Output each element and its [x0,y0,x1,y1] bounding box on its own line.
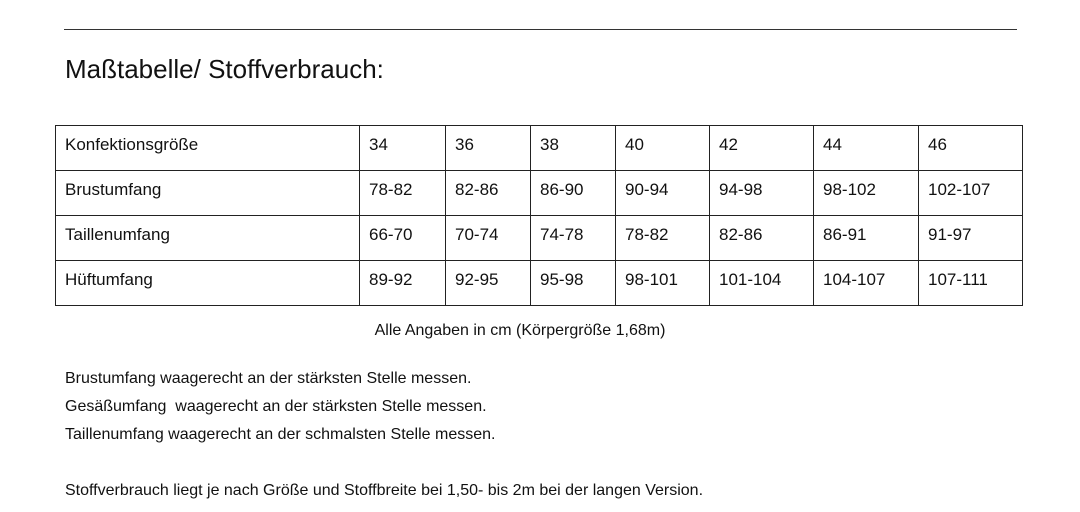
table-cell: 38 [531,126,616,171]
table-cell: 89-92 [360,261,446,306]
page-title: Maßtabelle/ Stoffverbrauch: [65,54,384,84]
table-cell: 92-95 [446,261,531,306]
table-cell: 104-107 [814,261,919,306]
table-cell: 90-94 [616,171,710,216]
table-cell: 34 [360,126,446,171]
table-cell: 91-97 [919,216,1023,261]
measure-note-seat: Gesäßumfang waagerecht an der stärksten Stelle messen. [65,398,487,415]
measure-note-chest: Brustumfang waagerecht an der stärksten Stelle messen. [65,370,472,387]
table-cell: 102-107 [919,171,1023,216]
table-cell: 40 [616,126,710,171]
table-cell: 95-98 [531,261,616,306]
table-cell: 78-82 [360,171,446,216]
fabric-consumption-note: Stoffverbrauch liegt je nach Größe und Stoffbreite bei 1,50- bis 2m bei der langen Version. [65,482,704,499]
table-cell: 74-78 [531,216,616,261]
table-row-size [56,126,1023,171]
row-label: Hüftumfang [56,261,360,306]
table-cell: 94-98 [710,171,814,216]
row-label: Konfektionsgröße [56,126,360,171]
measure-note-waist: Taillenumfang waagerecht an der schmalsten Stelle messen. [65,426,496,443]
table-cell: 86-91 [814,216,919,261]
table-cell: 82-86 [710,216,814,261]
table-cell: 82-86 [446,171,531,216]
row-label: Brustumfang [56,171,360,216]
table-cell: 98-101 [616,261,710,306]
table-cell: 107-111 [919,261,1023,306]
table-cell: 98-102 [814,171,919,216]
table-cell: 44 [814,126,919,171]
table-cell: 42 [710,126,814,171]
table-row-chest [56,171,1023,216]
table-cell: 36 [446,126,531,171]
row-label: Taillenumfang [56,216,360,261]
size-chart-table [55,125,1023,306]
table-row-waist [56,216,1023,261]
table-cell: 78-82 [616,216,710,261]
top-divider [64,29,1017,30]
table-cell: 46 [919,126,1023,171]
table-cell: 86-90 [531,171,616,216]
table-cell: 101-104 [710,261,814,306]
table-row-hip [56,261,1023,306]
table-cell: 66-70 [360,216,446,261]
table-caption: Alle Angaben in cm (Körpergröße 1,68m) [374,322,666,339]
table-cell: 70-74 [446,216,531,261]
